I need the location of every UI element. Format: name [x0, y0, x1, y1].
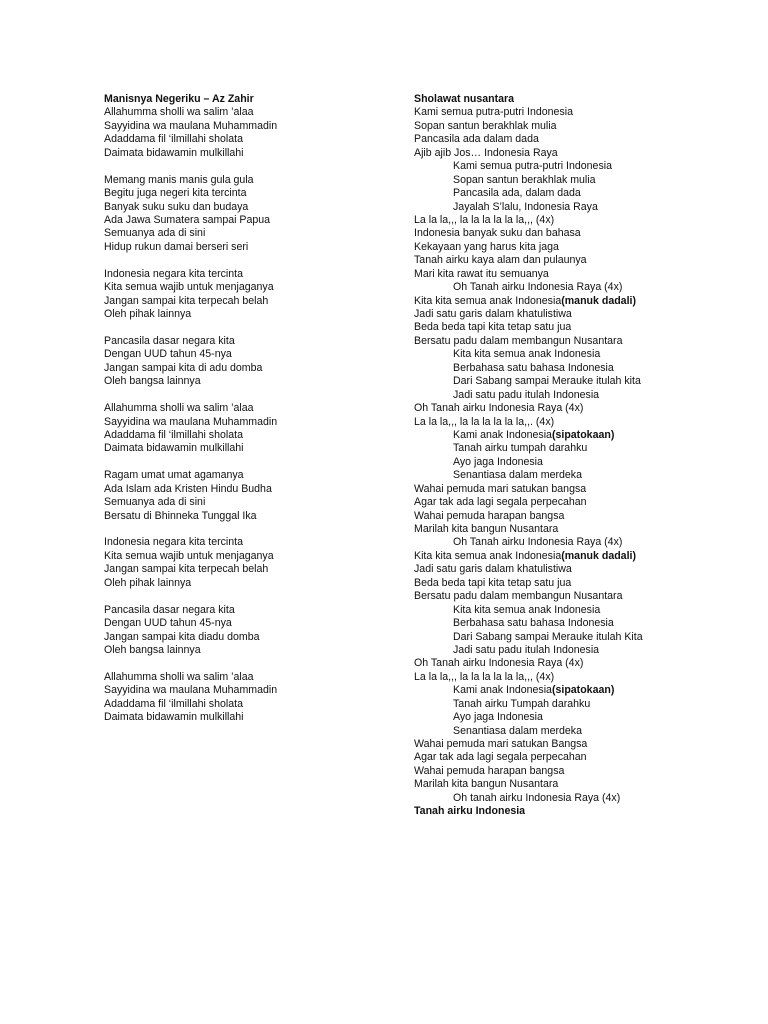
lyric-line	[414, 590, 744, 603]
lyric-text: Allahumma sholli wa salim ’alaa	[104, 106, 254, 119]
lyric-line	[414, 738, 744, 751]
lyric-line	[414, 214, 744, 227]
lyric-line	[104, 550, 394, 563]
lyric-line	[104, 281, 394, 294]
lyric-text: Oleh bangsa lainnya	[104, 643, 201, 656]
lyric-line	[104, 295, 394, 308]
lyric-line	[414, 241, 744, 254]
lyric-line	[414, 684, 744, 697]
lyric-text: Tanah airku Indonesia	[414, 805, 526, 818]
lyric-line	[414, 254, 744, 267]
lyric-text: Oh tanah airku Indonesia Raya (4x)	[453, 791, 621, 804]
stanza-break	[104, 389, 394, 402]
song-title	[414, 805, 744, 818]
lyric-line	[414, 416, 744, 429]
lyric-line	[414, 227, 744, 240]
lyric-text: Marilah kita bangun Nusantara	[414, 523, 559, 535]
lyric-line	[104, 496, 394, 509]
lyric-text: Jangan sampai kita terpecah belah	[104, 294, 269, 307]
lyric-text: Memang manis manis gula gula	[104, 173, 254, 186]
lyric-line	[414, 536, 744, 549]
lyric-line	[104, 362, 394, 375]
lyric-line	[414, 389, 744, 402]
song-title	[104, 93, 394, 106]
lyric-text: La la la,,, la la la la la la,,. (4x)	[414, 415, 555, 428]
lyric-text: Dengan UUD tahun 45-nya	[104, 617, 232, 630]
lyric-line	[104, 214, 394, 227]
lyric-line	[104, 483, 394, 496]
lyric-text: Ayo jaga Indonesia	[453, 455, 543, 468]
lyric-text: Agar tak ada lagi segala perpecahan	[414, 751, 587, 764]
lyric-text: Jadi satu garis dalam khatulistiwa	[414, 308, 572, 320]
lyric-annotation: (sipatokaan)	[551, 428, 615, 441]
lyric-line	[104, 201, 394, 214]
lyric-text: Adaddama fil ‘ilmillahi sholata	[104, 697, 243, 710]
lyric-line	[414, 563, 744, 576]
lyric-text: Tanah airku tumpah darahku	[453, 442, 588, 455]
lyric-annotation: (manuk dadali)	[561, 294, 636, 307]
lyric-text: Kekayaan yang harus kita jaga	[414, 240, 559, 253]
lyric-text: Hidup rukun damai berseri seri	[104, 240, 249, 253]
lyric-line	[104, 429, 394, 442]
lyric-text: Agar tak ada lagi segala perpecahan	[414, 496, 587, 509]
lyric-line	[414, 281, 744, 294]
lyric-text: Pancasila dasar negara kita	[104, 334, 235, 347]
lyric-line	[414, 657, 744, 670]
lyric-text: Jangan sampai kita diadu domba	[104, 630, 260, 643]
lyric-text: Oleh bangsa lainnya	[104, 375, 201, 388]
lyric-line	[414, 187, 744, 200]
lyric-line	[414, 778, 744, 791]
lyric-text: Semuanya ada di sini	[104, 227, 206, 240]
lyric-line	[104, 442, 394, 455]
lyric-text: Kita kita semua anak Indonesia	[453, 603, 601, 616]
lyric-text: Pancasila ada, dalam dada	[453, 187, 581, 200]
lyric-text: Begitu juga negeri kita tercinta	[104, 187, 247, 200]
lyric-text: Oh Tanah airku Indonesia Raya (4x)	[414, 657, 584, 670]
lyric-text: Kami anak Indonesia	[453, 428, 552, 441]
lyric-text: Allahumma sholli wa salim ’alaa	[104, 670, 254, 683]
lyric-annotation: (manuk dadali)	[561, 549, 636, 562]
lyric-line	[104, 698, 394, 711]
lyric-line	[414, 711, 744, 724]
lyric-line	[104, 241, 394, 254]
lyric-line	[414, 496, 744, 509]
lyric-text: Jadi satu garis dalam khatulistiwa	[414, 563, 572, 576]
lyric-line	[414, 429, 744, 442]
lyric-text: Allahumma sholli wa salim ’alaa	[104, 402, 254, 415]
lyric-text: Kita kita semua anak Indonesia	[414, 294, 562, 307]
lyric-text: Pancasila dasar negara kita	[104, 603, 235, 616]
lyric-line	[104, 617, 394, 630]
lyric-text: Oh Tanah airku Indonesia Raya (4x)	[453, 281, 623, 294]
lyric-line	[414, 725, 744, 738]
lyric-line	[104, 227, 394, 240]
lyric-line	[414, 147, 744, 160]
lyric-line	[414, 523, 744, 536]
lyric-line	[414, 268, 744, 281]
lyric-line	[414, 469, 744, 482]
lyric-line	[104, 147, 394, 160]
lyric-line	[104, 536, 394, 549]
lyric-text: Daimata bidawamin mulkillahi	[104, 711, 244, 724]
lyric-text: Kami anak Indonesia	[453, 684, 552, 697]
lyric-line	[104, 510, 394, 523]
lyric-text: Jadi satu padu itulah Indonesia	[453, 643, 600, 656]
lyric-line	[414, 375, 744, 388]
lyric-line	[104, 402, 394, 415]
lyric-text: Oh Tanah airku Indonesia Raya (4x)	[453, 536, 623, 549]
lyric-text: Daimata bidawamin mulkillahi	[104, 442, 244, 455]
lyric-text: Wahai pemuda harapan bangsa	[414, 509, 565, 522]
lyric-text: Sayyidina wa maulana Muhammadin	[104, 119, 278, 132]
lyric-line	[104, 631, 394, 644]
lyric-line	[104, 106, 394, 119]
lyric-line	[414, 510, 744, 523]
lyric-text: Marilah kita bangun Nusantara	[414, 778, 559, 791]
lyric-line	[414, 321, 744, 334]
lyric-line	[414, 456, 744, 469]
stanza-break	[104, 456, 394, 469]
lyric-text: Kita kita semua anak Indonesia	[414, 549, 562, 562]
lyric-line	[104, 375, 394, 388]
lyric-text: Adaddama fil ‘ilmillahi sholata	[104, 428, 243, 441]
lyric-line	[104, 133, 394, 146]
lyric-line	[414, 751, 744, 764]
lyric-line	[104, 174, 394, 187]
lyric-text: Sopan santun berakhlak mulia	[453, 173, 596, 186]
lyric-line	[414, 698, 744, 711]
lyric-line	[104, 671, 394, 684]
lyric-text: Adaddama fil ‘ilmillahi sholata	[104, 133, 243, 146]
lyric-line	[414, 644, 744, 657]
lyric-text: Sopan santun berakhlak mulia	[414, 119, 557, 132]
lyric-text: Wahai pemuda mari satukan Bangsa	[414, 738, 588, 750]
lyric-text: Tanah airku Tumpah darahku	[453, 697, 591, 710]
lyric-line	[414, 442, 744, 455]
lyric-line	[414, 671, 744, 684]
lyric-text: Sholawat nusantara	[414, 93, 515, 105]
lyric-text: Manisnya Negeriku – Az Zahir	[104, 93, 254, 105]
lyric-line	[414, 617, 744, 630]
lyric-text: Dari Sabang sampai Merauke itulah kita	[453, 375, 641, 388]
lyric-line	[414, 174, 744, 187]
lyric-text: Oh Tanah airku Indonesia Raya (4x)	[414, 402, 584, 415]
lyric-text: Berbahasa satu bahasa Indonesia	[453, 617, 614, 630]
lyric-text: Ayo jaga Indonesia	[453, 711, 543, 724]
lyric-line	[104, 348, 394, 361]
lyric-line	[414, 120, 744, 133]
lyric-line	[104, 268, 394, 281]
lyric-text: Pancasila ada dalam dada	[414, 133, 539, 146]
lyric-text: Senantiasa dalam merdeka	[453, 469, 582, 482]
lyric-text: Semuanya ada di sini	[104, 496, 206, 509]
lyric-line	[414, 792, 744, 805]
lyric-text: Sayyidina wa maulana Muhammadin	[104, 684, 278, 697]
lyric-text: Beda beda tapi kita tetap satu jua	[414, 576, 572, 589]
stanza-break	[104, 160, 394, 173]
lyric-line	[414, 133, 744, 146]
lyric-line	[414, 631, 744, 644]
lyric-line	[104, 187, 394, 200]
lyric-line	[414, 402, 744, 415]
stanza-break	[104, 523, 394, 536]
lyric-line	[414, 604, 744, 617]
lyric-line	[414, 765, 744, 778]
lyric-text: Ada Islam ada Kristen Hindu Budha	[104, 482, 272, 495]
lyric-text: Wahai pemuda harapan bangsa	[414, 764, 565, 777]
lyric-line	[414, 577, 744, 590]
stanza-break	[104, 590, 394, 603]
lyric-text: La la la,,, la la la la la la,,, (4x)	[414, 670, 555, 683]
lyric-text: Mari kita rawat itu semuanya	[414, 267, 549, 280]
lyric-text: Jadi satu padu itulah Indonesia	[453, 388, 600, 401]
lyric-text: Berbahasa satu bahasa Indonesia	[453, 361, 614, 374]
lyric-line	[414, 362, 744, 375]
lyric-text: Oleh pihak lainnya	[104, 308, 192, 320]
lyric-line	[104, 644, 394, 657]
lyric-text: Jayalah S’lalu, Indonesia Raya	[453, 200, 598, 213]
lyric-line	[104, 469, 394, 482]
lyric-annotation: (sipatokaan)	[551, 684, 615, 697]
lyric-text: Indonesia banyak suku dan bahasa	[414, 227, 581, 240]
right-song-column	[414, 93, 744, 819]
lyric-text: Senantiasa dalam merdeka	[453, 724, 582, 737]
lyric-text: Wahai pemuda mari satukan bangsa	[414, 482, 587, 495]
lyric-text: Ragam umat umat agamanya	[104, 469, 244, 482]
lyric-line	[104, 711, 394, 724]
lyric-line	[414, 348, 744, 361]
lyric-line	[414, 160, 744, 173]
lyric-text: Indonesia negara kita tercinta	[104, 536, 243, 549]
lyric-line	[104, 416, 394, 429]
lyric-text: Banyak suku suku dan budaya	[104, 200, 249, 213]
lyric-text: Bersatu padu dalam membangun Nusantara	[414, 590, 623, 603]
lyric-text: Kita kita semua anak Indonesia	[453, 348, 601, 361]
lyric-line	[414, 335, 744, 348]
stanza-break	[104, 254, 394, 267]
lyric-text: Indonesia negara kita tercinta	[104, 267, 243, 280]
lyric-text: Ada Jawa Sumatera sampai Papua	[104, 213, 271, 226]
lyric-text: Daimata bidawamin mulkillahi	[104, 146, 244, 159]
lyric-text: Kami semua putra-putri Indonesia	[414, 106, 573, 119]
lyric-line	[104, 684, 394, 697]
lyric-text: Kita semua wajib untuk menjaganya	[104, 281, 274, 294]
lyric-text: Kita semua wajib untuk menjaganya	[104, 549, 274, 562]
lyric-text: Sayyidina wa maulana Muhammadin	[104, 415, 278, 428]
stanza-break	[104, 657, 394, 670]
lyric-line	[414, 483, 744, 496]
lyric-text: Jangan sampai kita terpecah belah	[104, 563, 269, 576]
lyric-text: Dari Sabang sampai Merauke itulah Kita	[453, 630, 643, 643]
lyric-text: Tanah airku kaya alam dan pulaunya	[414, 254, 587, 267]
lyric-text: Jangan sampai kita di adu domba	[104, 361, 263, 374]
lyric-text: Dengan UUD tahun 45-nya	[104, 348, 232, 361]
song-title	[414, 93, 744, 106]
lyric-line	[414, 295, 744, 308]
lyric-line	[104, 577, 394, 590]
lyric-line	[104, 604, 394, 617]
lyric-text: Kami semua putra-putri Indonesia	[453, 160, 612, 173]
lyric-line	[104, 563, 394, 576]
lyric-text: Oleh pihak lainnya	[104, 576, 192, 589]
lyric-line	[104, 120, 394, 133]
lyric-text: Ajib ajib Jos… Indonesia Raya	[414, 146, 558, 159]
lyric-line	[414, 550, 744, 563]
lyric-text: Bersatu di Bhinneka Tunggal Ika	[104, 509, 257, 522]
lyric-line	[414, 201, 744, 214]
lyric-text: Bersatu padu dalam membangun Nusantara	[414, 334, 623, 347]
lyric-text: La la la,,, la la la la la la,,, (4x)	[414, 213, 555, 226]
lyric-line	[414, 106, 744, 119]
lyric-line	[104, 335, 394, 348]
lyric-text: Beda beda tapi kita tetap satu jua	[414, 321, 572, 334]
lyric-line	[104, 308, 394, 321]
left-song-column	[104, 93, 394, 725]
lyric-line	[414, 308, 744, 321]
stanza-break	[104, 321, 394, 334]
